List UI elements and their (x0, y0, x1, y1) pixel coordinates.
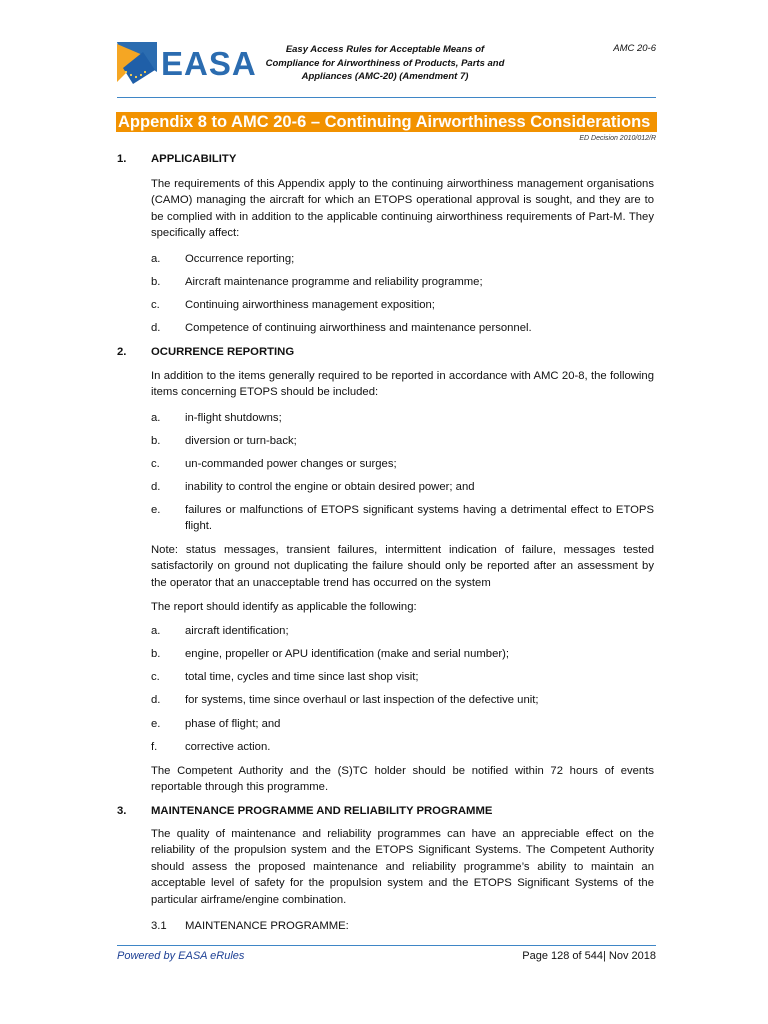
list-item-letter: c. (151, 671, 160, 683)
footer-page-info: Page 128 of 544| Nov 2018 (522, 950, 656, 962)
paragraph: In addition to the items generally required to be reported in accordance with AMC 20-8, the following items concerning ETOPS should be included: (151, 370, 654, 399)
list-item-letter: d. (151, 694, 161, 706)
header-divider (117, 97, 656, 98)
section-number: 3. (117, 805, 127, 817)
section-number: 2. (117, 346, 127, 358)
paragraph: The quality of maintenance and reliability programmes can have an appreciable effect on the reliability of the propulsion system and the ETOPS Significant Systems. The Competent Authority should assess the proposed maintenance and reliability programme’s ability to maintain an acceptable level of safety for the propulsion system and the ETOPS Significant Systems of the particular airframe/engine combination. (151, 828, 654, 906)
easa-logo (117, 42, 257, 86)
list-item-text: phase of flight; and (185, 718, 281, 730)
document-header-title (250, 43, 520, 84)
list-item-text: diversion or turn-back; (185, 435, 297, 447)
list-item-text: in-flight shutdowns; (185, 412, 282, 424)
header-title-line: Easy Access Rules for Acceptable Means of (285, 44, 485, 55)
list-item-letter: e. (151, 718, 161, 730)
footer-divider (117, 945, 656, 946)
list-item-letter: a. (151, 625, 161, 637)
list-item-letter: d. (151, 481, 161, 493)
list-item-letter: e. (151, 504, 161, 516)
section-heading: MAINTENANCE PROGRAMME AND RELIABILITY PROGRAMME (151, 805, 493, 817)
paragraph: The report should identify as applicable the following: (151, 601, 417, 613)
list-item-text: inability to control the engine or obtain desired power; and (185, 481, 475, 493)
list-item-letter: f. (151, 741, 158, 753)
section-number: 1. (117, 153, 127, 165)
paragraph: The Competent Authority and the (S)TC holder should be notified within 72 hours of events reportable through this programme. (151, 765, 654, 794)
list-item-letter: a. (151, 412, 161, 424)
list-item-text: total time, cycles and time since last shop visit; (185, 671, 419, 683)
list-item-letter: c. (151, 299, 160, 311)
appendix-title-banner: Appendix 8 to AMC 20-6 – Continuing Airworthiness Considerations (116, 112, 657, 132)
list-item-letter: b. (151, 435, 161, 447)
header-title-line: Appliances (AMC-20) (Amendment 7) (301, 71, 469, 82)
list-item-text: un-commanded power changes or surges; (185, 458, 397, 470)
list-item-text: failures or malfunctions of ETOPS significant systems having a detrimental effect to ETOPS flight. (185, 504, 654, 533)
header-title-line: Compliance for Airworthiness of Products, Parts and (265, 57, 505, 69)
list-item-text: engine, propeller or APU identification (make and serial number); (185, 648, 510, 660)
section-heading: OCURRENCE REPORTING (151, 346, 295, 358)
list-item-letter: b. (151, 276, 161, 288)
easa-logo-mark-icon (117, 42, 157, 84)
list-item-text: aircraft identification; (185, 625, 289, 637)
note-paragraph: Note: status messages, transient failures, intermittent indication of failure, messages tested satisfactorily on ground not duplicating the failure should only be reported after an assessment by the operator that an unacceptable trend has occurred on the system (151, 544, 654, 589)
list-item-text: corrective action. (185, 741, 271, 753)
paragraph: The requirements of this Appendix apply to the continuing airworthiness management organisations (CAMO) managing the aircraft for which an ETOPS operational approval is sought, and they are to be complied with in addition to the applicable continuing airworthiness requirements of Part-M. They specifically affect: (151, 178, 654, 240)
list-item-text: Occurrence reporting; (185, 253, 295, 265)
footer-powered-by: Powered by EASA eRules (117, 950, 245, 962)
section-heading: APPLICABILITY (151, 153, 237, 165)
list-item-text: Continuing airworthiness management exposition; (185, 299, 435, 311)
easa-logo-text: EASA (161, 45, 257, 82)
list-item-letter: b. (151, 648, 161, 660)
list-item-text: Aircraft maintenance programme and reliability programme; (185, 276, 483, 288)
list-item-letter: c. (151, 458, 160, 470)
list-item-letter: a. (151, 253, 161, 265)
list-item-text: for systems, time since overhaul or last inspection of the defective unit; (185, 694, 539, 706)
subsection-heading: MAINTENANCE PROGRAMME: (185, 920, 349, 932)
document-reference: AMC 20-6 (613, 43, 656, 54)
list-item-text: Competence of continuing airworthiness and maintenance personnel. (185, 322, 532, 334)
list-item-letter: d. (151, 322, 161, 334)
subsection-number: 3.1 (151, 920, 167, 932)
ed-decision-label: ED Decision 2010/012/R (579, 135, 656, 142)
